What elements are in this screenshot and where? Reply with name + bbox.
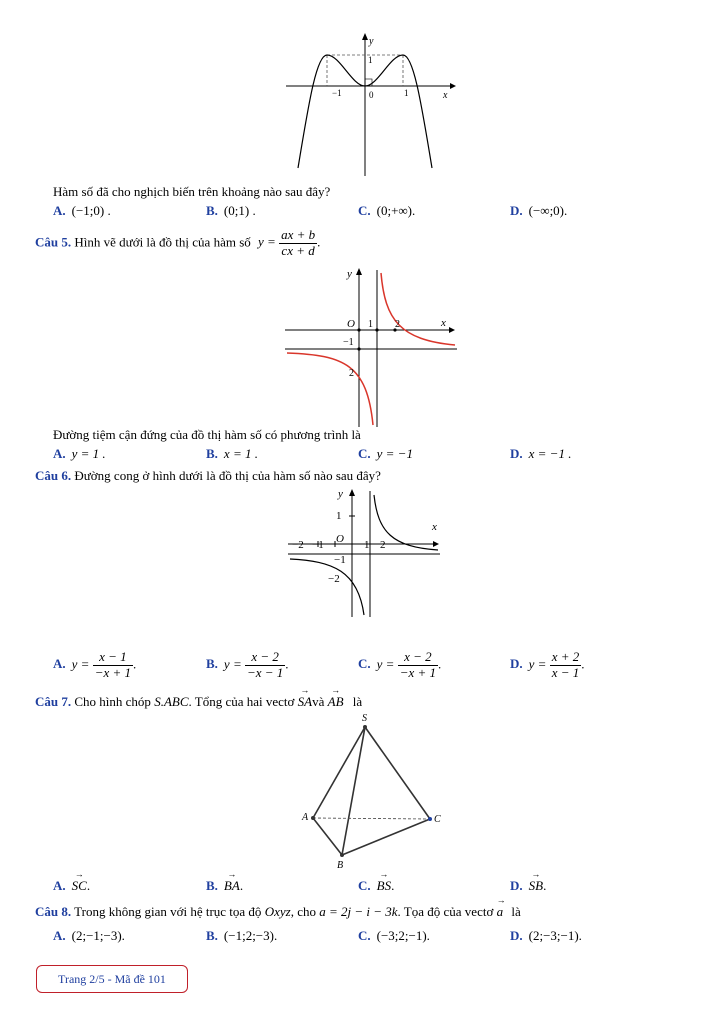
q7-option-a[interactable]: A.→ SC. xyxy=(53,878,90,894)
q6-label-origin: O xyxy=(336,533,344,545)
q8-number: Câu 8. xyxy=(35,904,72,919)
q6-label-one-y: 1 xyxy=(336,510,342,522)
q5-label-origin: O xyxy=(347,318,355,330)
q6-label-neg-two-y: −2 xyxy=(328,573,340,585)
q4-label-neg-one: −1 xyxy=(332,88,342,98)
q6-label-x: x xyxy=(432,521,437,533)
q5-options xyxy=(0,446,725,466)
q5-option-a[interactable]: A. y = 1 . xyxy=(53,446,106,461)
q7-number: Câu 7. xyxy=(35,694,72,709)
q6-label-two-x: 2 xyxy=(380,539,386,551)
q6-graph xyxy=(288,487,443,619)
page-footer: Trang 2/5 - Mã đề 101 xyxy=(36,965,188,993)
q4-option-c[interactable]: C. (0;+∞). xyxy=(358,203,416,218)
q5-option-d[interactable]: D. x = −1 . xyxy=(510,446,572,461)
q8-option-a[interactable]: A. (2;−1;−3). xyxy=(53,928,125,943)
q6-number: Câu 6. xyxy=(35,468,72,483)
q7-pyramid xyxy=(295,710,450,870)
q6-stem xyxy=(35,468,381,484)
q7-option-c[interactable]: C.→ BS. xyxy=(358,878,394,894)
q8-options xyxy=(0,928,725,948)
q5-label-one: 1 xyxy=(368,319,373,330)
q6-option-c[interactable]: C. y = $\frac{x - 2}{-x + 1}$ . xyxy=(358,649,442,680)
q5-question: Đường tiệm cận đứng của đồ thị hàm số có phương trình là xyxy=(53,427,361,442)
q6-option-b[interactable]: B. y = $\frac{x - 2}{-x - 1}$ . xyxy=(206,649,289,680)
q7-vertex-s: S xyxy=(362,713,367,724)
q6-option-a[interactable]: A. y = $\frac{x - 1}{-x + 1}$ . xyxy=(53,649,137,680)
q5-number: Câu 5. xyxy=(35,234,72,250)
q4-option-b[interactable]: B. (0;1) . xyxy=(206,203,256,218)
q7-stem: Câu 7. Cho hình chóp S.ABC. Tổng của hai vectơ → SAvà → AB là xyxy=(35,694,362,710)
q7-option-b[interactable]: B.→ BA. xyxy=(206,878,243,894)
q6-label-neg-two-x: −2 xyxy=(292,539,304,551)
q4-question: Hàm số đã cho nghịch biến trên khoảng nào sau đây? xyxy=(53,184,331,199)
q5-formula-lhs: y = xyxy=(258,234,276,250)
q7-options xyxy=(0,878,725,898)
q8-vector-expr: a = 2j − i − 3k xyxy=(319,904,398,919)
q5-option-b[interactable]: B. x = 1 . xyxy=(206,446,258,461)
q4-option-d[interactable]: D. (−∞;0). xyxy=(510,203,568,218)
q4-label-y: y xyxy=(369,36,374,47)
q5-graph xyxy=(285,265,460,427)
q5-formula: $\frac{ax + b}{cx + d}$ xyxy=(281,227,316,258)
q4-label-origin: 0 xyxy=(369,90,374,100)
q8-option-b[interactable]: B. (−1;2;−3). xyxy=(206,928,278,943)
q4-options xyxy=(0,203,725,223)
q4-graph xyxy=(280,28,460,178)
q8-stem: Câu 8. Trong không gian với hệ trục tọa độ Oxyz, cho a = 2j − i − 3k. Tọa độ của vectơ → a là xyxy=(35,904,521,920)
q7-vertex-b: B xyxy=(337,860,344,870)
q5-label-two: 2 xyxy=(395,319,400,330)
q7-vec-sa: → SA xyxy=(298,694,312,710)
q5-stem: Câu 5. Hình vẽ dưới là đồ thị của hàm số y = $\frac{ax + b}{cx + d}$ . xyxy=(35,227,321,258)
q6-options xyxy=(0,650,725,690)
q4-label-one-right: 1 xyxy=(404,88,409,98)
q7-vertex-c: C xyxy=(434,814,441,825)
q4-option-a[interactable]: A. (−1;0) . xyxy=(53,203,111,218)
q4-label-one-top: 1 xyxy=(368,55,373,65)
q5-label-y: y xyxy=(347,268,352,280)
q5-label-neg-one: −1 xyxy=(343,337,354,348)
q7-option-d[interactable]: D.→ SB. xyxy=(510,878,546,894)
q6-option-d[interactable]: D. y = $\frac{x + 2}{x - 1}$ . xyxy=(510,649,585,680)
q6-text: Đường cong ở hình dưới là đồ thị của hàm số nào sau đây? xyxy=(74,468,381,483)
q6-label-neg-one-x: −1 xyxy=(312,539,324,551)
q4-label-x: x xyxy=(443,90,448,101)
q6-label-neg-one-y: −1 xyxy=(334,554,346,566)
q5-label-x: x xyxy=(441,317,446,329)
q5-text: Hình vẽ dưới là đồ thị của hàm số xyxy=(74,234,251,250)
q6-label-y: y xyxy=(338,488,343,500)
q7-vec-ab: → AB xyxy=(328,694,344,710)
q7-vertex-a: A xyxy=(302,812,309,823)
q6-label-one-x: 1 xyxy=(364,539,370,551)
q8-option-c[interactable]: C. (−3;2;−1). xyxy=(358,928,430,943)
q8-option-d[interactable]: D. (2;−3;−1). xyxy=(510,928,582,943)
q5-label-neg-two: 2 xyxy=(349,368,354,379)
q5-option-c[interactable]: C. y = −1 xyxy=(358,446,413,461)
